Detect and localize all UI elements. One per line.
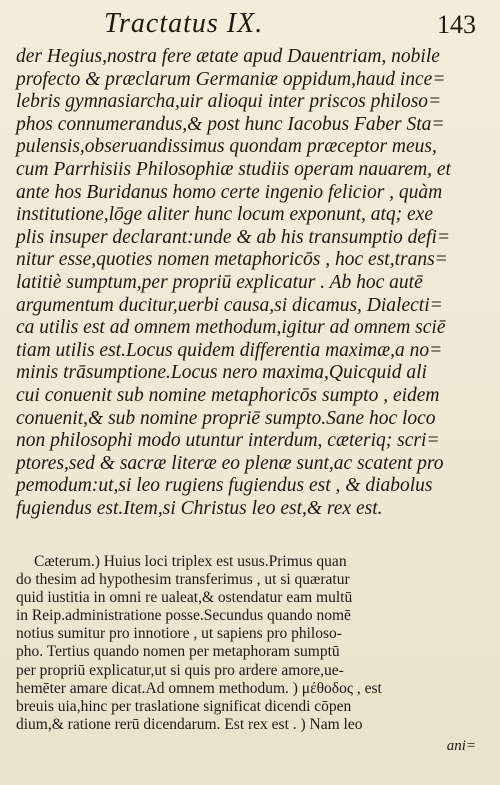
commentary-line: quid iustitia in omni re ualeat,& ostendatur eam multū xyxy=(16,589,353,607)
main-text-line: ptores,sed & sacræ literæ eo plenæ sunt,ac scatent pro xyxy=(16,452,444,474)
main-text-line: latitiè sumptum,per propriū explicatur . Ab hoc autē xyxy=(16,271,423,293)
main-text-block xyxy=(16,46,486,520)
catchword: ani= xyxy=(446,738,476,754)
main-text-line: conuenit,& sub nomine propriē sumpto.Sane hoc loco xyxy=(16,407,436,429)
main-text-line: minis trāsumptione.Locus nero maxima,Quicquid ali xyxy=(16,362,427,384)
main-text-line: plis insuper declarant:unde & ab his transumptio defi= xyxy=(16,226,451,248)
page-number: 143 xyxy=(437,10,476,39)
commentary-line: per propriū explicatur,ut si quis pro ardere amore,ue- xyxy=(16,661,344,679)
commentary-line: breuis uia,hinc per traslatione significat dicendi cōpen xyxy=(16,697,352,715)
main-text-line: ante hos Buridanus homo certe ingenio felicior , quàm xyxy=(16,181,443,203)
main-text-line: der Hegius,nostra fere ætate apud Dauentriam, nobile xyxy=(16,46,440,67)
main-text-line: phos connumerandus,& post hunc Iacobus Faber Sta= xyxy=(16,113,445,135)
page-header xyxy=(0,8,500,42)
main-text-line: cui conuenit sub nomine metaphoricōs sumpto , eidem xyxy=(16,384,440,406)
main-text-line: institutione,lōge aliter hunc locum exponunt, atq; exe xyxy=(16,204,433,226)
commentary-line: dium,& ratione rerū dicendarum. Est rex est . ) Nam leo xyxy=(16,715,363,733)
commentary-line: pho. Tertius quando nomen per metaphoram sumptū xyxy=(16,643,340,661)
commentary-line: notius sumitur pro innotiore , ut sapiens pro philoso- xyxy=(16,625,342,643)
main-text-line: cum Parrhisiis Philosophiæ studiis operam nauarem, et xyxy=(16,158,451,180)
main-text-line: fugiendus est.Item,si Christus leo est,& rex est. xyxy=(16,497,383,519)
commentary-block xyxy=(16,553,486,734)
main-text-line: ca utilis est ad omnem methodum,igitur ad omnem sciē xyxy=(16,317,446,339)
main-text-line: argumentum ducitur,uerbi causa,si dicamus, Dialecti= xyxy=(16,294,443,316)
main-text-line: non philosophi modo utuntur interdum, cæteriq; scri= xyxy=(16,430,440,452)
running-title: Tractatus IX. xyxy=(104,8,264,39)
main-text-line: nitur esse,quoties nomen metaphoricōs , hoc est,trans= xyxy=(16,249,448,271)
main-text-line: lebris gymnasiarcha,uir alioqui inter priscos philoso= xyxy=(16,91,442,113)
main-text-line: tiam utilis est.Locus quidem differentia maximæ,a no= xyxy=(16,339,443,361)
commentary-line: Cæterum.) Huius loci triplex est usus.Primus quan xyxy=(34,553,347,570)
main-text-line: pemodum:ut,si leo rugiens fugiendus est , & diabolus xyxy=(16,475,433,497)
commentary-line: do thesim ad hypothesim transferimus , ut si quæratur xyxy=(16,571,350,589)
main-text-line: pulensis,obseruandissimus quondam præceptor meus, xyxy=(16,136,437,158)
main-text-line: profecto & præclarum Germaniæ oppidum,haud ince= xyxy=(16,68,446,90)
commentary-line: in Reip.administratione posse.Secundus quando nomē xyxy=(16,607,351,625)
commentary-line: hemēter amare dicat.Ad omnem methodum. ) μέθοδος , est xyxy=(16,679,382,697)
